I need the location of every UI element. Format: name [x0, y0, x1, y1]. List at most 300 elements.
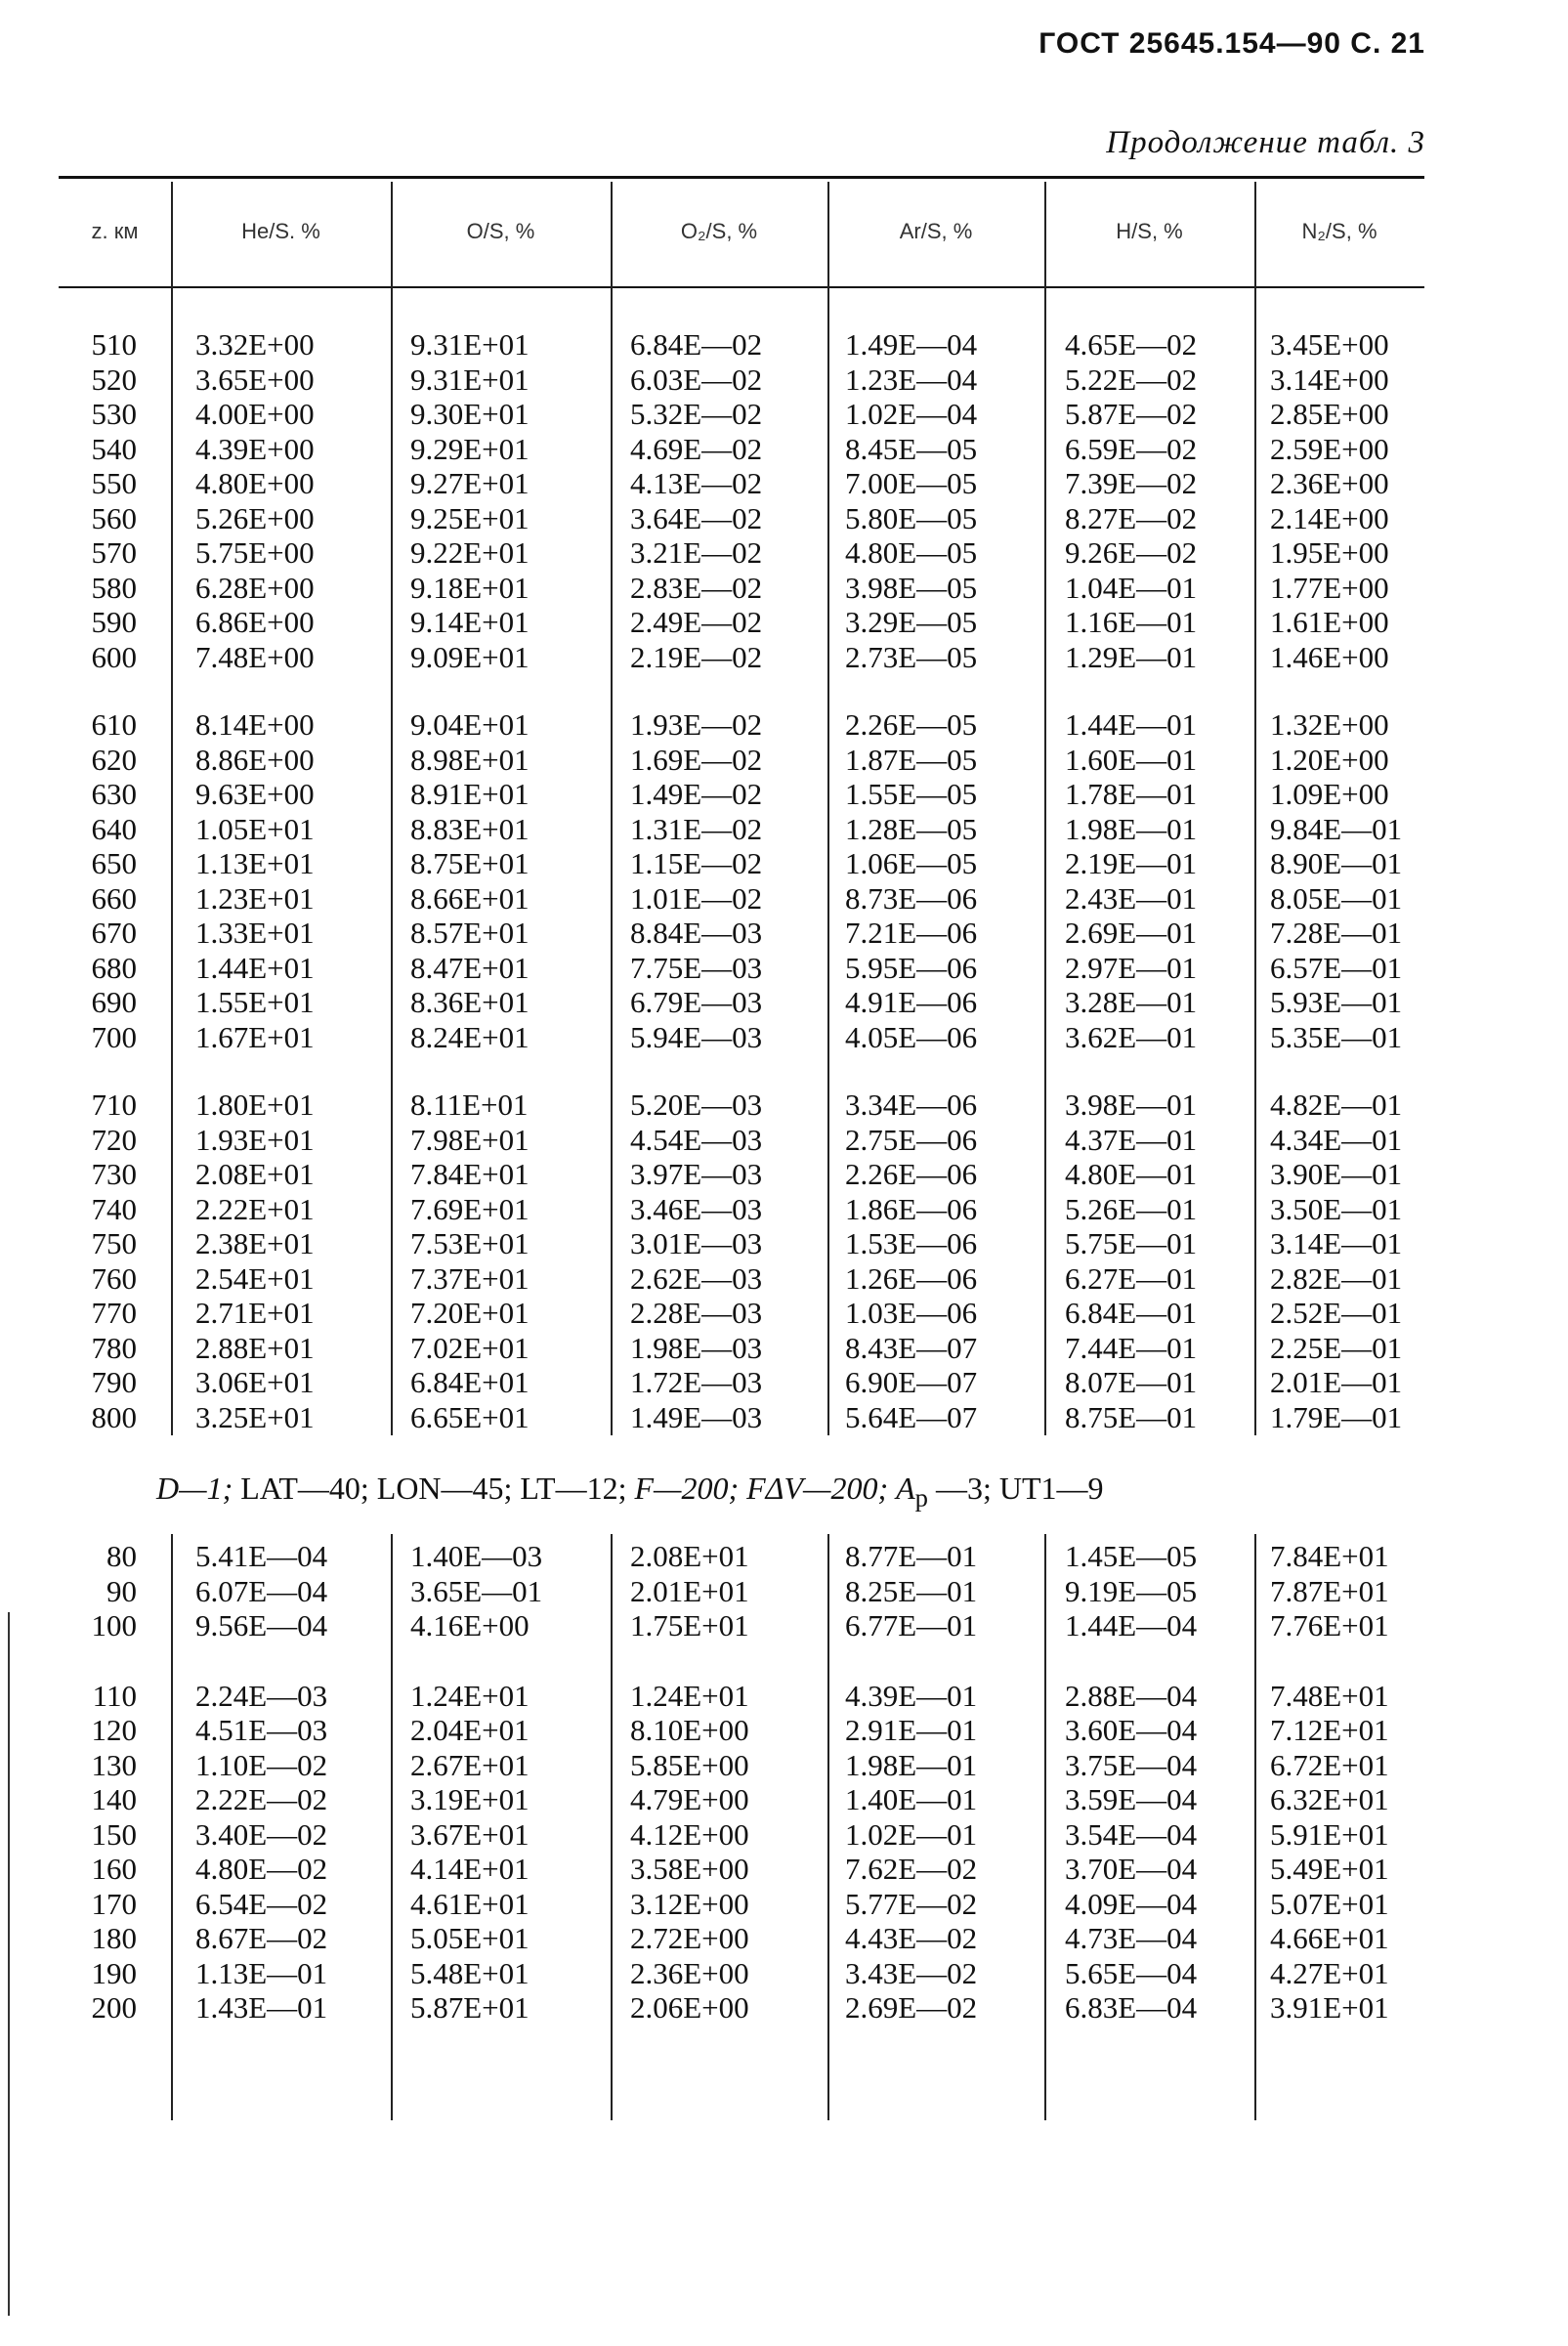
value-cell: 1.55E+01 [195, 985, 315, 1019]
value-cell: 2.69E—01 [1065, 916, 1198, 950]
value-cell: 4.05E—06 [845, 1019, 978, 1054]
value-cell: 1.98E—01 [1065, 811, 1198, 846]
altitude-cell: 560 [91, 500, 137, 535]
table-row [59, 466, 1424, 500]
altitude-cell: 120 [91, 1713, 137, 1747]
value-cell: 8.83E+01 [410, 811, 530, 846]
value-cell: 1.05E+01 [195, 811, 315, 846]
value-cell: 2.08E+01 [630, 1539, 749, 1573]
table-row [59, 327, 1424, 362]
altitude-cell: 680 [91, 950, 137, 985]
param-ap: $A_p$ —3; [896, 1471, 992, 1513]
value-cell: 6.79E—03 [630, 985, 763, 1019]
column-header-o2: O₂/S, % [680, 218, 758, 243]
value-cell: 1.46E+00 [1270, 639, 1389, 674]
value-cell: 6.54E—02 [195, 1886, 328, 1921]
value-cell: 8.86E+00 [195, 742, 315, 777]
value-cell: 4.61E+01 [410, 1886, 530, 1921]
value-cell: 3.70E—04 [1065, 1852, 1198, 1886]
value-cell: 5.32E—02 [630, 397, 763, 431]
column-separator-upper-1 [391, 182, 393, 1435]
value-cell: 4.39E+00 [195, 431, 315, 466]
parameters-line [156, 1471, 1104, 1513]
value-cell: 9.14E+01 [410, 605, 530, 639]
value-cell: 5.20E—03 [630, 1088, 763, 1122]
value-cell: 5.87E+01 [410, 1990, 530, 2025]
value-cell: 1.33E+01 [195, 916, 315, 950]
value-cell: 3.62E—01 [1065, 1019, 1198, 1054]
table-row [59, 881, 1424, 916]
value-cell: 4.80E—01 [1065, 1157, 1198, 1191]
value-cell: 2.14E+00 [1270, 500, 1389, 535]
table-row [59, 605, 1424, 639]
value-cell: 7.87E+01 [1270, 1573, 1389, 1608]
value-cell: 5.41E—04 [195, 1539, 328, 1573]
value-cell: 3.29E—05 [845, 605, 978, 639]
value-cell: 1.13E—01 [195, 1955, 328, 1990]
table-row [59, 812, 1424, 846]
value-cell: 8.73E—06 [845, 880, 978, 916]
page-header: ГОСТ 25645.154—90 С. 21 [1038, 27, 1425, 60]
value-cell: 2.75E—06 [845, 1122, 978, 1157]
value-cell: 7.84E+01 [1270, 1539, 1389, 1573]
column-separator-upper-0 [171, 182, 173, 1435]
table-row [59, 1261, 1424, 1296]
table-row [59, 1956, 1424, 1990]
value-cell: 7.20E+01 [410, 1296, 530, 1330]
value-cell: 2.01E—01 [1270, 1365, 1403, 1399]
param-fav: FΔV—200; [746, 1471, 889, 1506]
altitude-cell: 90 [106, 1573, 137, 1608]
value-cell: 1.93E+01 [195, 1122, 315, 1157]
value-cell: 1.03E—06 [845, 1296, 978, 1330]
altitude-cell: 550 [91, 466, 137, 500]
altitude-cell: 200 [91, 1990, 137, 2025]
value-cell: 7.12E+01 [1270, 1713, 1389, 1747]
value-cell: 5.75E—01 [1065, 1226, 1198, 1260]
param-f: F—200; [634, 1471, 740, 1506]
altitude-cell: 110 [92, 1678, 137, 1713]
value-cell: 3.06E+01 [195, 1365, 315, 1399]
value-cell: 2.25E—01 [1270, 1330, 1403, 1365]
value-cell: 5.80E—05 [845, 500, 978, 535]
value-cell: 3.90E—01 [1270, 1157, 1403, 1191]
table-row [59, 1123, 1424, 1157]
value-cell: 7.62E—02 [845, 1852, 978, 1886]
value-cell: 1.06E—05 [845, 846, 978, 880]
value-cell: 1.02E—01 [845, 1816, 978, 1852]
column-header-z: z. км [91, 218, 139, 243]
value-cell: 8.14E+00 [195, 707, 315, 742]
table-row [59, 1400, 1424, 1434]
value-cell: 9.30E+01 [410, 397, 530, 431]
value-cell: 1.02E—04 [845, 397, 978, 431]
value-cell: 6.65E+01 [410, 1399, 530, 1434]
column-separator-lower-0 [171, 1534, 173, 2120]
value-cell: 4.80E—02 [195, 1852, 328, 1886]
table-row [59, 1296, 1424, 1330]
value-cell: 8.47E+01 [410, 950, 530, 985]
value-cell: 6.90E—07 [845, 1365, 978, 1399]
value-cell: 8.75E—01 [1065, 1399, 1198, 1434]
value-cell: 4.73E—04 [1065, 1921, 1198, 1955]
value-cell: 3.12E+00 [630, 1886, 749, 1921]
param-lat: LAT—40; [240, 1471, 369, 1506]
value-cell: 3.64E—02 [630, 500, 763, 535]
value-cell: 1.53E—06 [845, 1226, 978, 1260]
value-cell: 6.77E—01 [845, 1608, 978, 1642]
value-cell: 1.87E—05 [845, 742, 978, 777]
column-header-n2: N₂/S, % [1301, 218, 1377, 243]
table-row [59, 1157, 1424, 1191]
value-cell: 1.16E—01 [1065, 605, 1198, 639]
value-cell: 8.75E+01 [410, 846, 530, 880]
value-cell: 2.24E—03 [195, 1678, 328, 1713]
value-cell: 6.86E+00 [195, 605, 315, 639]
table-row [59, 1852, 1424, 1886]
value-cell: 1.98E—01 [845, 1747, 978, 1782]
value-cell: 1.20E+00 [1270, 742, 1389, 777]
value-cell: 1.55E—05 [845, 777, 978, 811]
value-cell: 3.01E—03 [630, 1226, 763, 1260]
value-cell: 8.91E+01 [410, 777, 530, 811]
column-separator-upper-2 [611, 182, 613, 1435]
table-row [59, 951, 1424, 985]
altitude-cell: 80 [106, 1539, 137, 1573]
table-row [59, 1679, 1424, 1713]
value-cell: 9.56E—04 [195, 1608, 328, 1642]
value-cell: 6.84E—02 [630, 327, 763, 362]
value-cell: 2.38E+01 [195, 1226, 315, 1260]
table-row [59, 1020, 1424, 1054]
table-row [59, 1921, 1424, 1955]
value-cell: 7.37E+01 [410, 1260, 530, 1296]
value-cell: 4.09E—04 [1065, 1886, 1198, 1921]
value-cell: 5.26E+00 [195, 500, 315, 535]
value-cell: 2.19E—02 [630, 639, 763, 674]
value-cell: 4.65E—02 [1065, 327, 1198, 362]
value-cell: 7.02E+01 [410, 1330, 530, 1365]
value-cell: 1.60E—01 [1065, 742, 1198, 777]
value-cell: 9.25E+01 [410, 500, 530, 535]
value-cell: 7.76E+01 [1270, 1608, 1389, 1642]
value-cell: 4.82E—01 [1270, 1088, 1403, 1122]
value-cell: 1.28E—05 [845, 811, 978, 846]
value-cell: 7.48E+00 [195, 639, 315, 674]
value-cell: 5.49E+01 [1270, 1852, 1389, 1886]
value-cell: 1.61E+00 [1270, 605, 1389, 639]
value-cell: 3.40E—02 [195, 1816, 328, 1852]
column-separator-lower-4 [1044, 1534, 1046, 2120]
value-cell: 2.59E+00 [1270, 431, 1389, 466]
table-row [59, 1782, 1424, 1816]
value-cell: 1.67E+01 [195, 1019, 315, 1054]
table-row [59, 640, 1424, 674]
value-cell: 1.44E+01 [195, 950, 315, 985]
column-header-ar: Ar/S, % [899, 218, 973, 243]
value-cell: 3.98E—01 [1065, 1088, 1198, 1122]
value-cell: 5.35E—01 [1270, 1019, 1403, 1054]
header-rule [59, 286, 1424, 288]
altitude-cell: 800 [91, 1399, 137, 1434]
value-cell: 1.29E—01 [1065, 639, 1198, 674]
value-cell: 6.27E—01 [1065, 1260, 1198, 1296]
altitude-cell: 740 [91, 1191, 137, 1226]
column-separator-lower-2 [611, 1534, 613, 2120]
altitude-cell: 700 [91, 1019, 137, 1054]
value-cell: 1.78E—01 [1065, 777, 1198, 811]
value-cell: 1.75E+01 [630, 1608, 749, 1642]
value-cell: 7.48E+01 [1270, 1678, 1389, 1713]
altitude-cell: 750 [91, 1226, 137, 1260]
value-cell: 1.10E—02 [195, 1747, 328, 1782]
value-cell: 6.83E—04 [1065, 1990, 1198, 2025]
altitude-cell: 190 [91, 1955, 137, 1990]
table-row [59, 1088, 1424, 1122]
value-cell: 8.45E—05 [845, 431, 978, 466]
value-cell: 1.77E+00 [1270, 570, 1389, 605]
value-cell: 2.52E—01 [1270, 1296, 1403, 1330]
value-cell: 8.36E+01 [410, 985, 530, 1019]
value-cell: 7.84E+01 [410, 1157, 530, 1191]
value-cell: 4.54E—03 [630, 1122, 763, 1157]
value-cell: 1.23E+01 [195, 880, 315, 916]
table-row [59, 1887, 1424, 1921]
value-cell: 5.64E—07 [845, 1399, 978, 1434]
table-row [59, 432, 1424, 466]
value-cell: 2.19E—01 [1065, 846, 1198, 880]
value-cell: 6.72E+01 [1270, 1747, 1389, 1782]
value-cell: 4.91E—06 [845, 985, 978, 1019]
altitude-cell: 180 [91, 1921, 137, 1955]
value-cell: 1.49E—02 [630, 777, 763, 811]
value-cell: 5.85E+00 [630, 1747, 749, 1782]
altitude-cell: 600 [91, 639, 137, 674]
value-cell: 2.88E—04 [1065, 1678, 1198, 1713]
table-row [59, 397, 1424, 431]
margin-line [8, 1612, 10, 2316]
value-cell: 1.93E—02 [630, 707, 763, 742]
value-cell: 8.90E—01 [1270, 846, 1403, 880]
value-cell: 4.16E+00 [410, 1608, 530, 1642]
value-cell: 3.32E+00 [195, 327, 315, 362]
value-cell: 8.67E—02 [195, 1921, 328, 1955]
value-cell: 5.65E—04 [1065, 1955, 1198, 1990]
value-cell: 2.62E—03 [630, 1260, 763, 1296]
column-header-h: H/S, % [1116, 218, 1183, 243]
value-cell: 5.26E—01 [1065, 1191, 1198, 1226]
value-cell: 7.44E—01 [1065, 1330, 1198, 1365]
altitude-cell: 520 [91, 362, 137, 397]
value-cell: 1.98E—03 [630, 1330, 763, 1365]
table-row [59, 743, 1424, 777]
value-cell: 7.39E—02 [1065, 466, 1198, 500]
value-cell: 8.43E—07 [845, 1330, 978, 1365]
value-cell: 2.22E—02 [195, 1782, 328, 1816]
value-cell: 8.98E+01 [410, 742, 530, 777]
value-cell: 3.28E—01 [1065, 985, 1198, 1019]
table-row [59, 1226, 1424, 1260]
value-cell: 4.12E+00 [630, 1816, 749, 1852]
value-cell: 1.86E—06 [845, 1191, 978, 1226]
altitude-cell: 770 [91, 1296, 137, 1330]
value-cell: 4.80E—05 [845, 535, 978, 570]
table-row [59, 571, 1424, 605]
value-cell: 8.10E+00 [630, 1713, 749, 1747]
value-cell: 2.08E+01 [195, 1157, 315, 1191]
value-cell: 4.43E—02 [845, 1921, 978, 1955]
value-cell: 7.75E—03 [630, 950, 763, 985]
value-cell: 8.27E—02 [1065, 500, 1198, 535]
table-row [59, 363, 1424, 397]
value-cell: 6.28E+00 [195, 570, 315, 605]
value-cell: 1.72E—03 [630, 1365, 763, 1399]
value-cell: 3.97E—03 [630, 1157, 763, 1191]
value-cell: 3.59E—04 [1065, 1782, 1198, 1816]
value-cell: 1.24E+01 [630, 1678, 749, 1713]
value-cell: 3.19E+01 [410, 1782, 530, 1816]
table-row [59, 1713, 1424, 1747]
value-cell: 6.07E—04 [195, 1573, 328, 1608]
altitude-cell: 640 [91, 811, 137, 846]
altitude-cell: 670 [91, 916, 137, 950]
value-cell: 4.00E+00 [195, 397, 315, 431]
table-continuation-caption: Продолжение табл. 3 [1106, 125, 1425, 160]
value-cell: 4.79E+00 [630, 1782, 749, 1816]
value-cell: 5.91E+01 [1270, 1816, 1389, 1852]
value-cell: 1.43E—01 [195, 1990, 328, 2025]
value-cell: 1.44E—01 [1065, 707, 1198, 742]
column-separator-upper-4 [1044, 182, 1046, 1435]
table-row [59, 535, 1424, 570]
value-cell: 8.77E—01 [845, 1539, 978, 1573]
value-cell: 2.36E+00 [630, 1955, 749, 1990]
altitude-cell: 160 [91, 1852, 137, 1886]
table-row [59, 846, 1424, 880]
param-ut: UT1—9 [998, 1471, 1104, 1506]
value-cell: 3.75E—04 [1065, 1747, 1198, 1782]
altitude-cell: 590 [91, 605, 137, 639]
value-cell: 2.73E—05 [845, 639, 978, 674]
column-header-he: He/S. % [241, 218, 320, 243]
value-cell: 3.60E—04 [1065, 1713, 1198, 1747]
value-cell: 3.54E—04 [1065, 1816, 1198, 1852]
table-row [59, 1574, 1424, 1608]
altitude-cell: 730 [91, 1157, 137, 1191]
value-cell: 3.67E+01 [410, 1816, 530, 1852]
altitude-cell: 510 [91, 327, 137, 362]
altitude-cell: 610 [91, 707, 137, 742]
value-cell: 9.29E+01 [410, 431, 530, 466]
column-separator-lower-5 [1254, 1534, 1256, 2120]
value-cell: 9.84E—01 [1270, 811, 1403, 846]
value-cell: 9.31E+01 [410, 327, 530, 362]
value-cell: 3.43E—02 [845, 1955, 978, 1990]
value-cell: 5.05E+01 [410, 1921, 530, 1955]
value-cell: 4.37E—01 [1065, 1122, 1198, 1157]
table-row [59, 1748, 1424, 1782]
value-cell: 3.91E+01 [1270, 1990, 1389, 2025]
altitude-cell: 720 [91, 1122, 137, 1157]
value-cell: 8.05E—01 [1270, 880, 1403, 916]
table-row [59, 1539, 1424, 1573]
value-cell: 2.83E—02 [630, 570, 763, 605]
value-cell: 7.21E—06 [845, 916, 978, 950]
value-cell: 1.13E+01 [195, 846, 315, 880]
value-cell: 4.69E—02 [630, 431, 763, 466]
value-cell: 4.27E+01 [1270, 1955, 1389, 1990]
column-header-o: O/S, % [466, 218, 535, 243]
column-separator-lower-1 [391, 1534, 393, 2120]
value-cell: 7.98E+01 [410, 1122, 530, 1157]
value-cell: 1.32E+00 [1270, 707, 1389, 742]
altitude-cell: 760 [91, 1260, 137, 1296]
altitude-cell: 580 [91, 570, 137, 605]
value-cell: 2.88E+01 [195, 1330, 315, 1365]
value-cell: 3.46E—03 [630, 1191, 763, 1226]
value-cell: 8.25E—01 [845, 1573, 978, 1608]
altitude-cell: 530 [91, 397, 137, 431]
altitude-cell: 780 [91, 1330, 137, 1365]
value-cell: 3.45E+00 [1270, 327, 1389, 362]
table-row [59, 1990, 1424, 2025]
value-cell: 7.53E+01 [410, 1226, 530, 1260]
value-cell: 5.22E—02 [1065, 362, 1198, 397]
altitude-cell: 690 [91, 985, 137, 1019]
value-cell: 8.07E—01 [1065, 1365, 1198, 1399]
value-cell: 9.18E+01 [410, 570, 530, 605]
value-cell: 5.77E—02 [845, 1886, 978, 1921]
value-cell: 9.04E+01 [410, 707, 530, 742]
value-cell: 4.80E+00 [195, 466, 315, 500]
value-cell: 9.26E—02 [1065, 535, 1198, 570]
altitude-cell: 570 [91, 535, 137, 570]
value-cell: 8.11E+01 [410, 1088, 529, 1122]
value-cell: 3.98E—05 [845, 570, 978, 605]
value-cell: 2.85E+00 [1270, 397, 1389, 431]
value-cell: 4.51E—03 [195, 1713, 328, 1747]
altitude-cell: 630 [91, 777, 137, 811]
value-cell: 5.07E+01 [1270, 1886, 1389, 1921]
value-cell: 3.14E—01 [1270, 1226, 1403, 1260]
value-cell: 1.45E—05 [1065, 1539, 1198, 1573]
altitude-cell: 660 [91, 880, 137, 916]
value-cell: 1.23E—04 [845, 362, 978, 397]
value-cell: 7.28E—01 [1270, 916, 1403, 950]
value-cell: 4.34E—01 [1270, 1122, 1403, 1157]
value-cell: 5.75E+00 [195, 535, 315, 570]
value-cell: 1.49E—03 [630, 1399, 763, 1434]
value-cell: 1.40E—01 [845, 1782, 978, 1816]
value-cell: 2.91E—01 [845, 1713, 978, 1747]
value-cell: 5.87E—02 [1065, 397, 1198, 431]
table-row [59, 1817, 1424, 1852]
value-cell: 1.31E—02 [630, 811, 763, 846]
altitude-cell: 130 [91, 1747, 137, 1782]
value-cell: 6.84E+01 [410, 1365, 530, 1399]
param-lon: LON—45; [376, 1471, 513, 1506]
value-cell: 3.58E+00 [630, 1852, 749, 1886]
value-cell: 2.54E+01 [195, 1260, 315, 1296]
value-cell: 2.26E—06 [845, 1157, 978, 1191]
table-row [59, 916, 1424, 950]
altitude-cell: 620 [91, 742, 137, 777]
value-cell: 2.01E+01 [630, 1573, 749, 1608]
value-cell: 1.69E—02 [630, 742, 763, 777]
table-row [59, 1608, 1424, 1642]
value-cell: 8.84E—03 [630, 916, 763, 950]
value-cell: 6.84E—01 [1065, 1296, 1198, 1330]
